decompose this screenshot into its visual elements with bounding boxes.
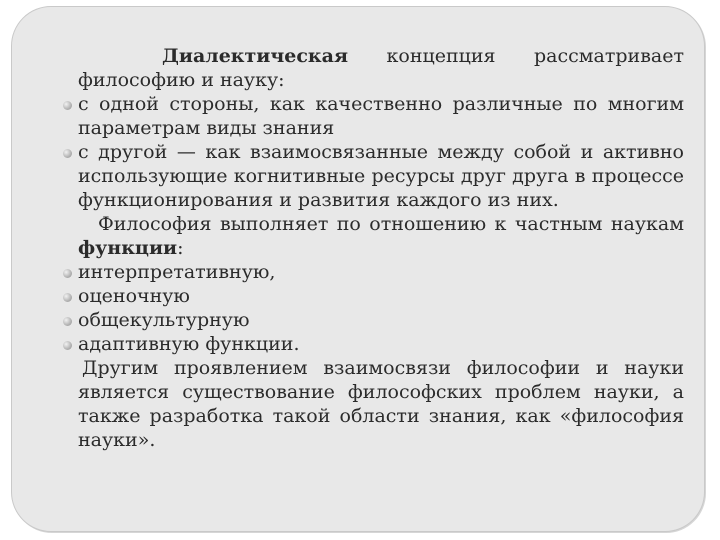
bullet-icon	[63, 341, 72, 350]
functions-bullet-list	[78, 260, 684, 356]
list-item	[78, 260, 684, 284]
functions-text: Философия выполняет по отношению к частным наукам	[98, 213, 684, 235]
closing-paragraph: Другим проявлением взаимосвязи философии и науки является существование философских проблем науки, а также разработка такой области знания, как «философия науки».	[78, 357, 684, 451]
functions-paragraph	[78, 212, 684, 260]
list-item	[78, 140, 684, 212]
list-item-text: с одной стороны, как качественно различные по многим параметрам виды знания	[78, 93, 684, 139]
slide-content	[78, 44, 684, 452]
list-item-text: с другой — как взаимосвязанные между собой и активно использующие когнитивные ресурсы друг друга в процессе функционирования и развития каждого из них.	[78, 141, 684, 211]
slide-frame	[11, 6, 705, 532]
intro-text: концепция рассматривает философию и науку:	[78, 45, 684, 91]
list-item	[78, 284, 684, 308]
list-item-text: оценочную	[78, 285, 190, 307]
concept-bullet-list	[78, 92, 684, 212]
list-item	[78, 308, 684, 332]
bullet-icon	[63, 269, 72, 278]
bullet-icon	[63, 101, 72, 110]
list-item	[78, 332, 684, 356]
bullet-icon	[63, 149, 72, 158]
functions-colon: :	[177, 237, 184, 259]
intro-bold-term: Диалектическая	[162, 45, 349, 67]
functions-bold-term: функции	[78, 237, 178, 259]
intro-paragraph	[78, 44, 684, 92]
list-item-text: интерпретативную,	[78, 261, 276, 283]
list-item-text: адаптивную функции.	[78, 333, 300, 355]
list-item-text: общекультурную	[78, 309, 250, 331]
bullet-icon	[63, 293, 72, 302]
list-item	[78, 92, 684, 140]
bullet-icon	[63, 317, 72, 326]
